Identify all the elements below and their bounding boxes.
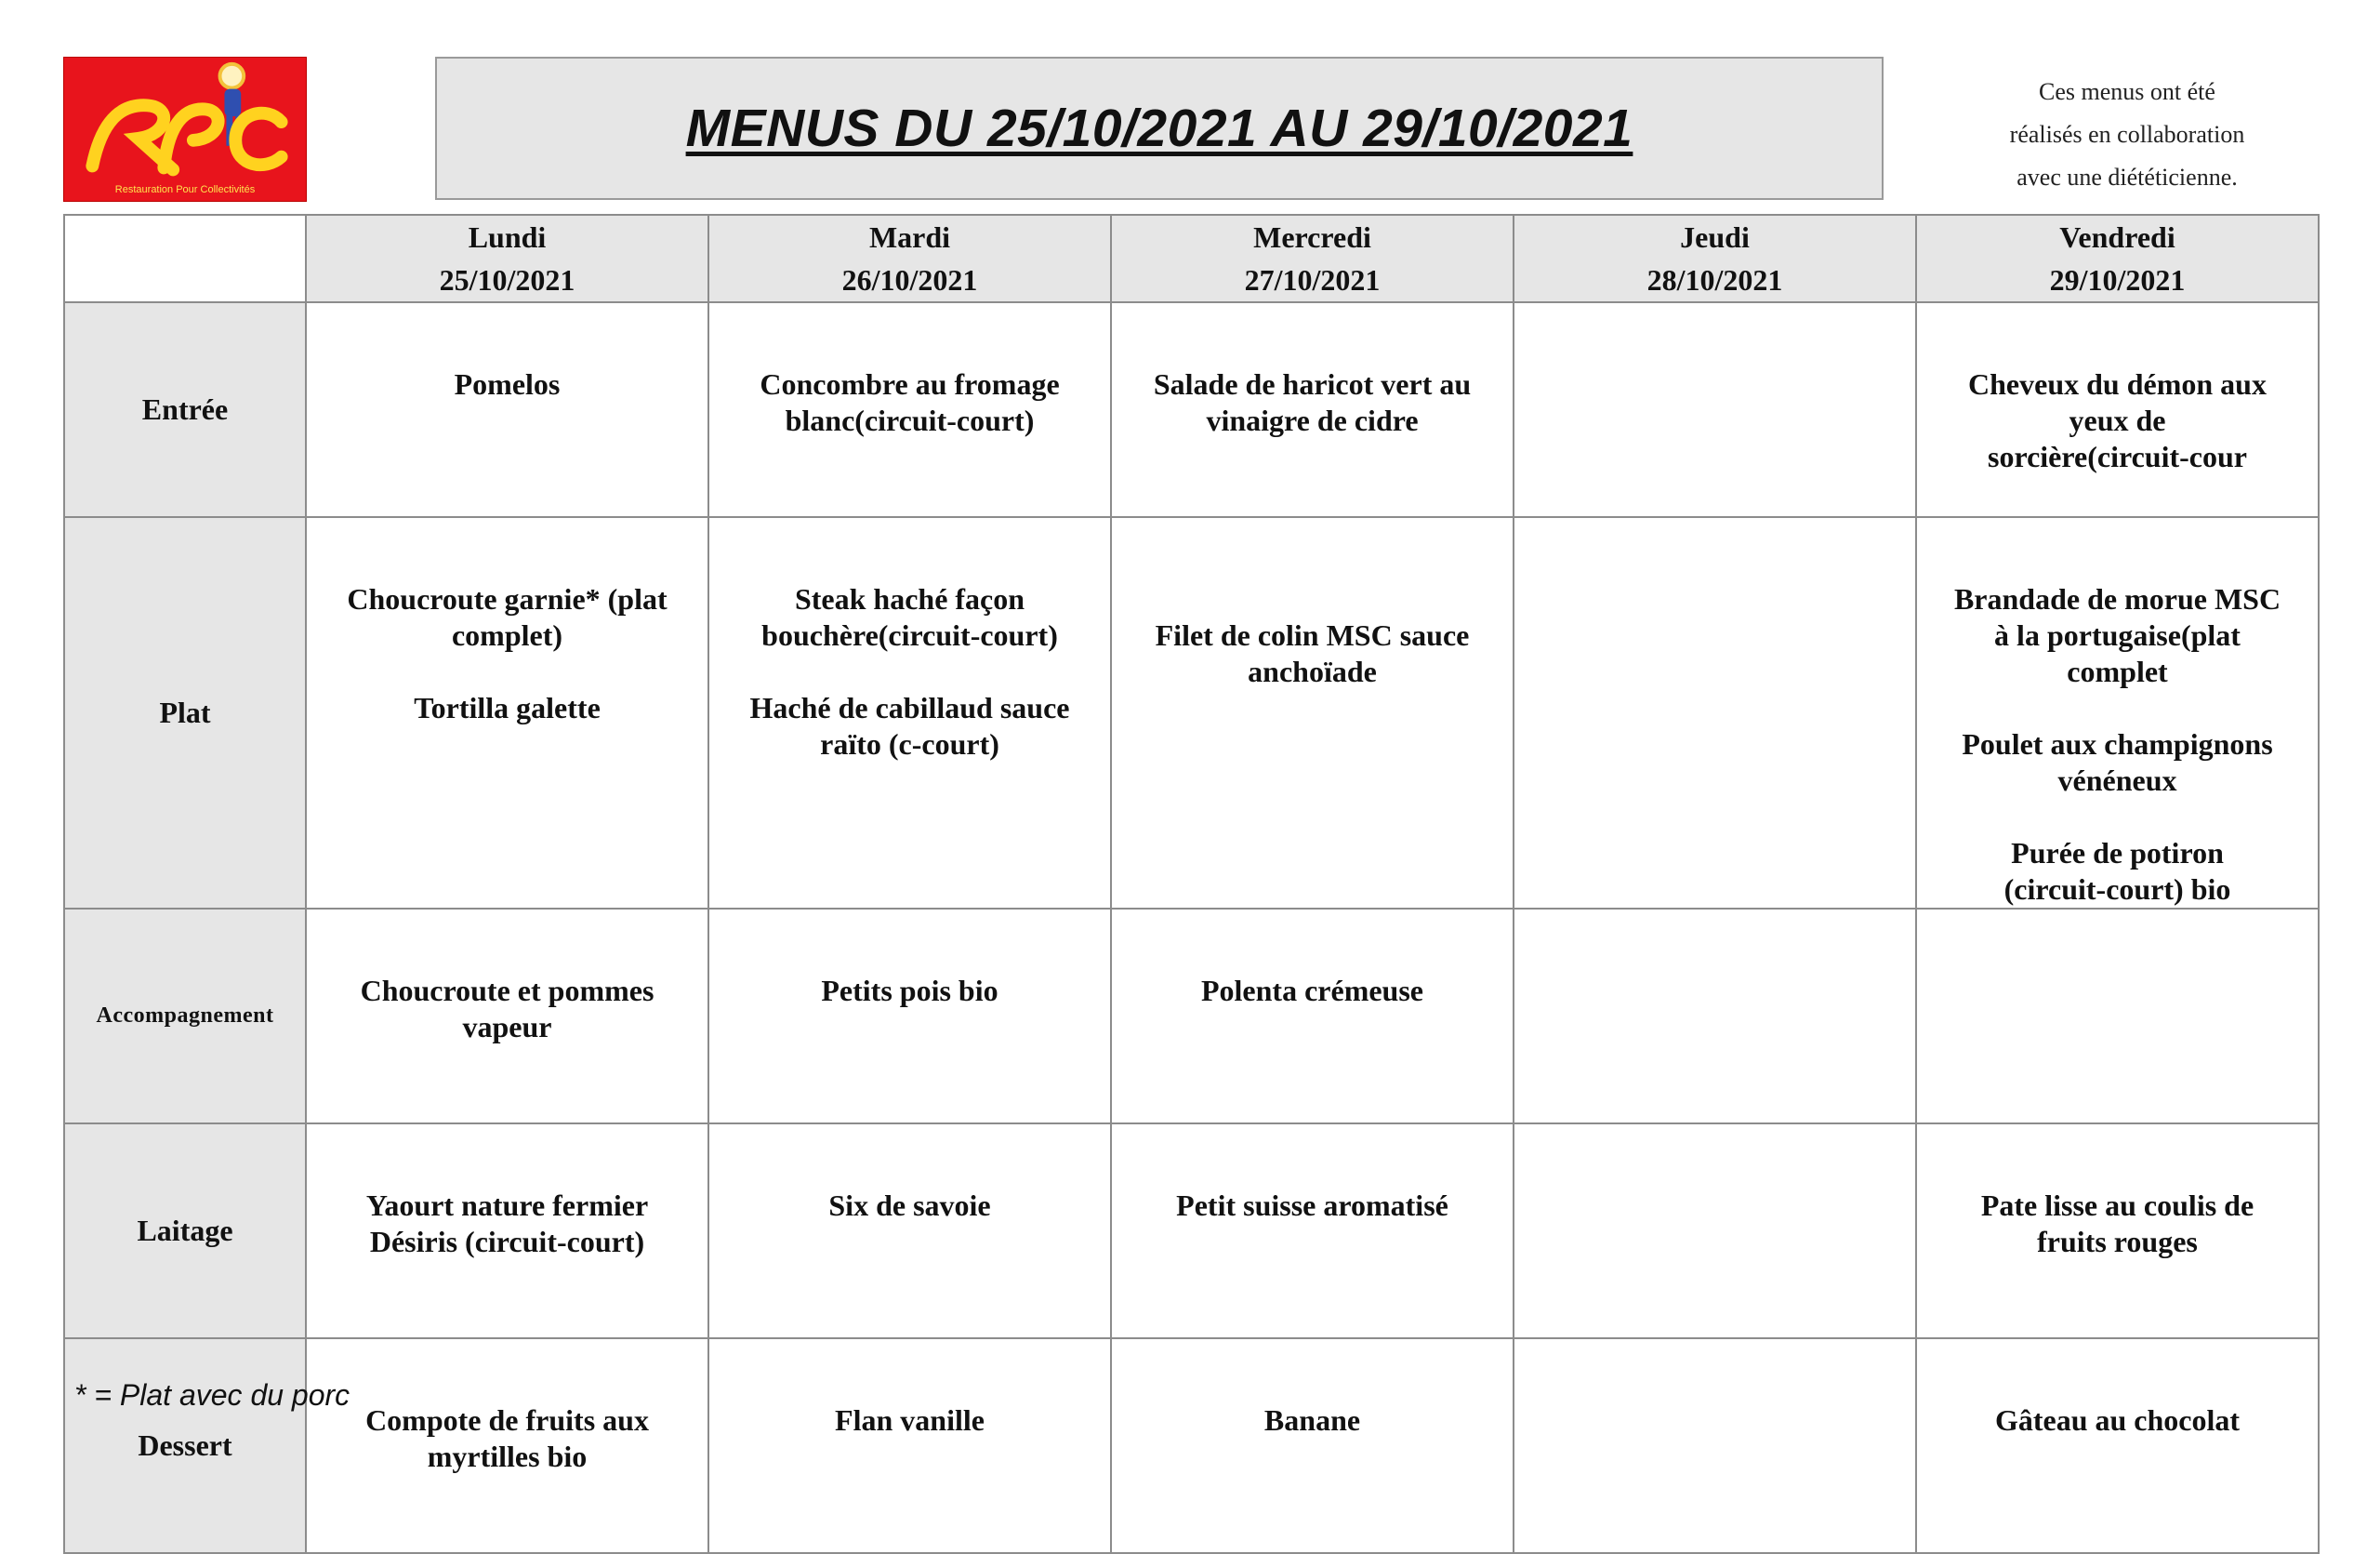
- dish-line: Petits pois bio: [821, 974, 998, 1007]
- menu-cell-wednesday: [1111, 1338, 1514, 1553]
- dish-line: Concombre au fromage: [760, 367, 1060, 401]
- dish-line: yeux de: [2069, 404, 2166, 437]
- dish-line: (circuit-court) bio: [2003, 872, 2231, 906]
- menu-table: [63, 214, 2320, 1554]
- dish-line: fruits rouges: [2037, 1225, 2198, 1258]
- dish-line: Six de savoie: [828, 1189, 991, 1222]
- dish-line: Gâteau au chocolat: [1994, 1403, 2241, 1437]
- course-label: Entrée: [64, 302, 306, 517]
- menu-cell-monday: [306, 302, 708, 517]
- course-label: Plat: [64, 517, 306, 909]
- day-date: 25/10/2021: [439, 263, 575, 297]
- note-line: avec une diététicienne.: [2016, 164, 2238, 191]
- menu-row-laitage: [64, 1123, 2319, 1338]
- dish-line: myrtilles bio: [427, 1440, 588, 1473]
- menu-cell-tuesday: [708, 1123, 1111, 1338]
- day-header-wednesday: [1111, 215, 1514, 302]
- dish-line: Filet de colin MSC sauce: [1155, 618, 1470, 652]
- dish-line: Purée de potiron: [2011, 836, 2224, 870]
- logo-tagline: Restauration Pour Collectivités: [114, 184, 256, 195]
- page-title: MENUS DU 25/10/2021 AU 29/10/2021: [685, 99, 1633, 158]
- dish-line: Haché de cabillaud sauce: [749, 691, 1070, 724]
- menu-cell-monday: [306, 909, 708, 1123]
- menu-cell-thursday: [1514, 517, 1916, 909]
- rpc-logo-graphic: [64, 58, 306, 201]
- dish-line: anchoïade: [1248, 655, 1377, 688]
- dish-line: Brandade de morue MSC: [1953, 582, 2281, 616]
- dish-line: Polenta crémeuse: [1200, 974, 1423, 1007]
- dish-line: vinaigre de cidre: [1206, 404, 1419, 437]
- dish-line: Tortilla galette: [414, 691, 601, 724]
- menu-row-plat: [64, 517, 2319, 909]
- menu-row-accompagnement: [64, 909, 2319, 1123]
- title-box: [435, 57, 1884, 200]
- menu-cell-friday: [1916, 909, 2319, 1123]
- menu-cell-tuesday: [708, 302, 1111, 517]
- day-name: Mercredi: [1253, 220, 1371, 254]
- dish-line: [1125, 581, 1500, 618]
- dish-line: Choucroute et pommes: [360, 974, 654, 1007]
- day-date: 26/10/2021: [841, 263, 978, 297]
- day-date: 28/10/2021: [1646, 263, 1783, 297]
- dish-line: raïto (c-court): [820, 727, 999, 761]
- menu-cell-thursday: [1514, 1123, 1916, 1338]
- header-row: [64, 215, 2319, 302]
- menu-cell-wednesday: [1111, 302, 1514, 517]
- dish-line: Steak haché façon: [794, 582, 1025, 616]
- dish-line: vapeur: [462, 1010, 552, 1043]
- dish-line: bouchère(circuit-court): [761, 618, 1058, 652]
- dish-line: [1930, 799, 2305, 835]
- note-line: Ces menus ont été: [2039, 78, 2215, 105]
- dish-line: Pomelos: [454, 367, 561, 401]
- menu-cell-friday: [1916, 1338, 2319, 1553]
- day-header-tuesday: [708, 215, 1111, 302]
- rpc-logo: [63, 57, 307, 202]
- menu-cell-tuesday: [708, 517, 1111, 909]
- menu-cell-monday: [306, 1123, 708, 1338]
- dish-line: [722, 654, 1097, 690]
- menu-row-dessert: [64, 1338, 2319, 1553]
- dish-line: Poulet aux champignons: [1962, 727, 2273, 761]
- dish-line: Cheveux du démon aux: [1968, 367, 2267, 401]
- menu-row-entree: [64, 302, 2319, 517]
- corner-cell: [64, 215, 306, 302]
- dish-line: sorcière(circuit-cour: [1988, 440, 2247, 473]
- dish-line: Pate lisse au coulis de: [1980, 1189, 2254, 1222]
- course-label: Laitage: [64, 1123, 306, 1338]
- menu-cell-friday: [1916, 517, 2319, 909]
- dish-line: Désiris (circuit-court): [369, 1225, 645, 1258]
- day-name: Vendredi: [2059, 220, 2175, 254]
- dish-line: Petit suisse aromatisé: [1176, 1189, 1448, 1222]
- menu-cell-tuesday: [708, 909, 1111, 1123]
- day-name: Mardi: [868, 220, 951, 254]
- menu-cell-wednesday: [1111, 1123, 1514, 1338]
- menu-cell-monday: [306, 517, 708, 909]
- course-label: Accompagnement: [64, 909, 306, 1123]
- menu-cell-thursday: [1514, 302, 1916, 517]
- menu-cell-friday: [1916, 1123, 2319, 1338]
- dish-line: à la portugaise(plat: [1994, 618, 2241, 652]
- day-name: Jeudi: [1680, 220, 1750, 254]
- menu-cell-thursday: [1514, 909, 1916, 1123]
- note-line: réalisés en collaboration: [2009, 121, 2245, 148]
- dish-line: Yaourt nature fermier: [365, 1189, 649, 1222]
- menu-cell-wednesday: [1111, 909, 1514, 1123]
- dietitian-note: [1923, 71, 2332, 199]
- dish-line: Salade de haricot vert au: [1153, 367, 1472, 401]
- dish-line: Choucroute garnie* (plat: [347, 582, 668, 616]
- dish-line: complet: [2067, 655, 2168, 688]
- day-date: 27/10/2021: [1244, 263, 1381, 297]
- dish-line: vénéneux: [2057, 764, 2177, 797]
- menu-cell-wednesday: [1111, 517, 1514, 909]
- menu-cell-thursday: [1514, 1338, 1916, 1553]
- dish-line: [320, 654, 694, 690]
- menu-cell-monday: [306, 1338, 708, 1553]
- day-header-friday: [1916, 215, 2319, 302]
- menu-cell-friday: [1916, 302, 2319, 517]
- dish-line: Banane: [1263, 1403, 1361, 1437]
- dish-line: Compote de fruits aux: [365, 1403, 649, 1437]
- dish-line: complet): [451, 618, 563, 652]
- day-header-monday: [306, 215, 708, 302]
- dish-line: Flan vanille: [835, 1403, 985, 1437]
- pork-footnote: * = Plat avec du porc: [74, 1378, 350, 1412]
- course-label: Dessert: [64, 1338, 306, 1553]
- day-date: 29/10/2021: [2049, 263, 2186, 297]
- dish-line: [1930, 690, 2305, 726]
- day-name: Lundi: [468, 220, 547, 254]
- dish-line: blanc(circuit-court): [785, 404, 1035, 437]
- day-header-thursday: [1514, 215, 1916, 302]
- menu-cell-tuesday: [708, 1338, 1111, 1553]
